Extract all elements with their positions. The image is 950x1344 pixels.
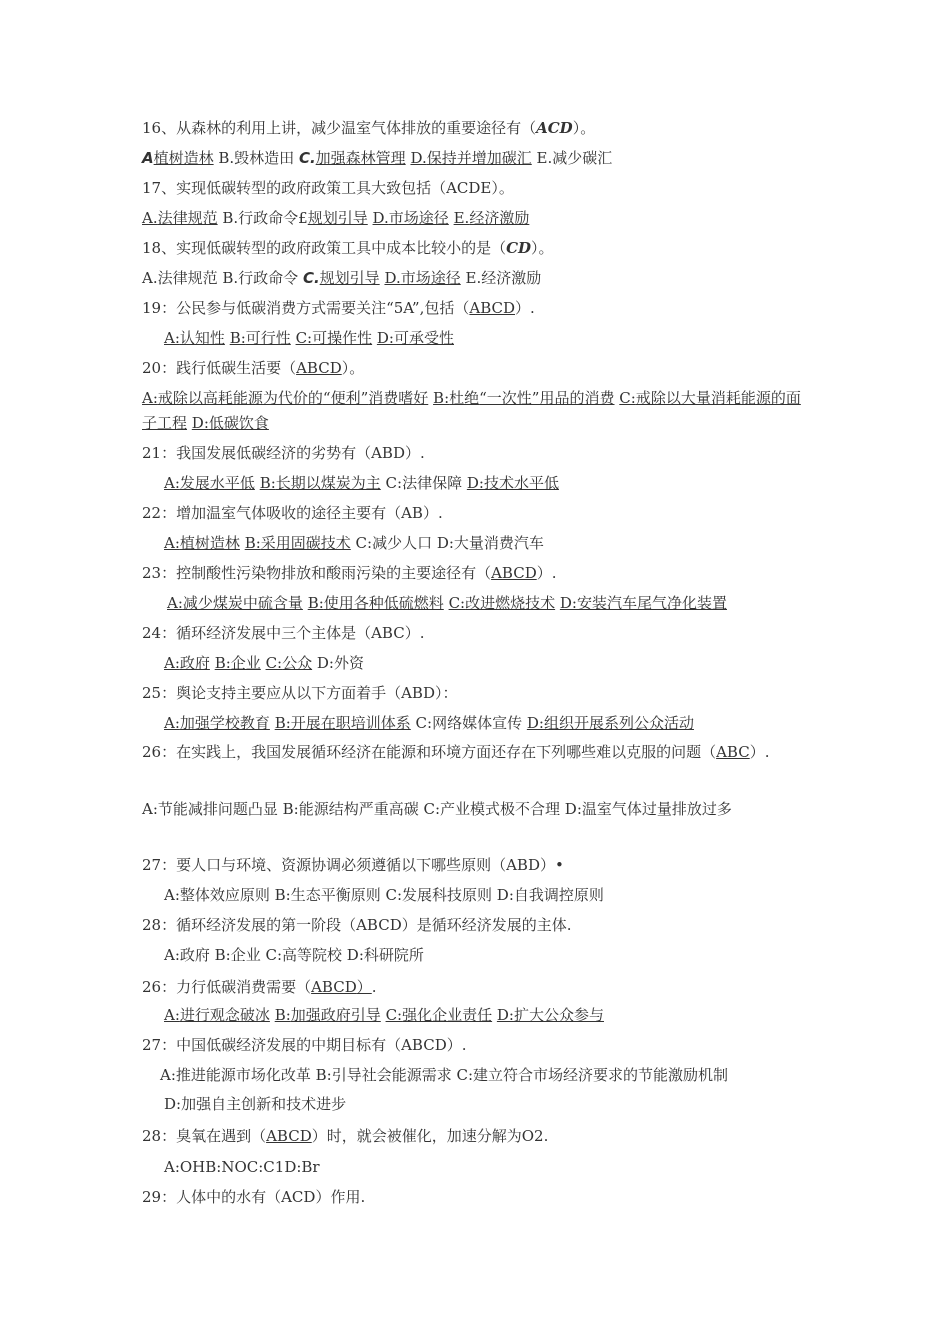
text-run: C: xyxy=(265,654,283,672)
text-run: 加强学校教育 xyxy=(179,714,270,732)
text-run: CD xyxy=(506,239,532,257)
line-q19 xyxy=(142,298,812,318)
text-run: B.行政命令£ xyxy=(217,209,308,227)
text-run: 26：力行低碳消费需要（ xyxy=(142,978,312,996)
line-q25-options xyxy=(142,713,834,733)
text-run: 杜绝 xyxy=(449,389,480,407)
line-q18 xyxy=(142,238,812,258)
text-run: A. xyxy=(142,209,158,227)
line-q28b xyxy=(142,1126,812,1146)
text-run: ）作用. xyxy=(315,1188,366,1206)
text-run: D: xyxy=(466,474,484,492)
line-q21-options xyxy=(142,473,834,493)
text-run: E. xyxy=(453,209,470,227)
text-run: . xyxy=(371,978,377,996)
line-q28a-options xyxy=(142,945,834,965)
text-run: ）时，就会被催化，加速分解为O2. xyxy=(311,1127,549,1145)
text-run: 市场途径 xyxy=(388,209,449,227)
text-run: 27：中国低碳经济发展的中期目标有（ABCD）. xyxy=(142,1036,467,1054)
text-run: C: xyxy=(385,1006,403,1024)
text-run: 技术水平低 xyxy=(483,474,559,492)
text-run: C:法律保障 xyxy=(380,474,467,492)
line-q28b-options xyxy=(142,1157,834,1177)
text-run: A:OHB:NOC:C1D:Br xyxy=(164,1158,320,1176)
line-q23 xyxy=(142,563,812,583)
text-run: ）。 xyxy=(531,239,554,257)
text-run: 加强森林管理 xyxy=(315,149,406,167)
text-run: ）。 xyxy=(572,119,596,137)
text-run: A.法律规范 B.行政命令 xyxy=(142,269,303,287)
line-q24-options xyxy=(142,653,834,673)
text-run: B: xyxy=(433,389,450,407)
line-q27a-options xyxy=(142,885,834,905)
text-run: ABC xyxy=(716,743,750,761)
text-run: B: xyxy=(307,594,324,612)
text-run: A: xyxy=(164,329,180,347)
text-run: 25：舆论支持主要应从以下方面着手（ABD）： xyxy=(142,684,458,702)
text-run: 植树造林 xyxy=(153,149,214,167)
text-run: 可操作性 xyxy=(312,329,373,347)
text-run: 采用固碳技术 xyxy=(260,534,351,552)
text-run: E.经济激励 xyxy=(460,269,542,287)
text-run: A:节能减排问题凸显 B:能源结构严重高碳 C:产业模式极不合理 D:温室气体过量排放过多 xyxy=(142,800,732,818)
text-run: C. xyxy=(298,149,316,167)
text-run: ） xyxy=(356,978,372,996)
text-run: 28：臭氧在遇到（ xyxy=(142,1127,267,1145)
text-run: 23：控制酸性污染物排放和酸雨污染的主要途径有（ xyxy=(142,564,492,582)
text-run: 开展在职培训体系 xyxy=(290,714,411,732)
text-run: B: xyxy=(244,534,261,552)
text-run: ）. xyxy=(749,743,770,761)
text-run: 发展水平低 xyxy=(179,474,255,492)
text-run: ）. xyxy=(515,299,535,317)
text-run: 保持并增加碳汇 xyxy=(426,149,532,167)
text-run: 27：要人口与环境、资源协调必须遵循以下哪些原则（ xyxy=(142,856,507,874)
text-run: 规划引导 xyxy=(319,269,380,287)
text-run: 法律规范 xyxy=(157,209,218,227)
text-run: 16、从森林的利用上讲，减少温室气体排放的重要途径有（ xyxy=(142,119,537,137)
text-run: ）. xyxy=(536,564,557,582)
line-q25 xyxy=(142,683,812,703)
text-run: ABCD xyxy=(296,359,342,377)
text-run: A: xyxy=(164,474,180,492)
text-run: 改进燃烧技术 xyxy=(465,594,556,612)
text-run: B.毁林造田 xyxy=(213,149,299,167)
text-run: ABCD xyxy=(266,1127,312,1145)
text-run: ABD xyxy=(371,444,405,462)
line-q18-options xyxy=(142,268,812,288)
line-q22 xyxy=(142,503,812,523)
text-run: 用品的消费 xyxy=(539,389,615,407)
text-run: 扩大公众参与 xyxy=(513,1006,604,1024)
text-run: ACD xyxy=(281,1188,316,1206)
text-run: 植树造林 xyxy=(179,534,240,552)
text-run: A:推进能源市场化改革 B:引导社会能源需求 C:建立符合市场经济要求的节能激励机制 xyxy=(160,1066,729,1084)
line-q20 xyxy=(142,358,812,378)
text-run: ABD xyxy=(506,856,540,874)
text-run: ）. xyxy=(422,504,443,522)
text-run: 组织开展系列公众活动 xyxy=(543,714,694,732)
line-q26b-options xyxy=(142,1005,834,1025)
text-run: 低碳饮食 xyxy=(208,414,269,432)
text-run: 长期以煤炭为主 xyxy=(275,474,381,492)
text-run: 20：践行低碳生活要（ xyxy=(142,359,297,377)
text-run: 可行性 xyxy=(245,329,291,347)
text-run: 市场途径 xyxy=(400,269,461,287)
text-run: A: xyxy=(167,594,183,612)
line-q27b-options-cont xyxy=(142,1094,834,1114)
text-run: 强化企业责任 xyxy=(402,1006,493,1024)
text-run: 26：在实践上，我国发展循环经济在能源和环境方面还存在下列哪些难以克服的问题（ xyxy=(142,743,717,761)
text-run: ACD xyxy=(536,119,573,137)
text-run: 戒除以大量消耗能源的面子工程 xyxy=(142,389,801,432)
line-q26a xyxy=(142,740,812,765)
text-run: 21：我国发展低碳经济的劣势有（ xyxy=(142,444,372,462)
line-q16 xyxy=(142,118,812,138)
line-q24 xyxy=(142,623,812,643)
text-run: D: xyxy=(526,714,544,732)
text-run: 企业 xyxy=(230,654,261,672)
text-run: 19：公民参与低碳消费方式需要关注“5A”,包括（ xyxy=(142,299,470,317)
text-run: 使用各种低硫燃料 xyxy=(323,594,444,612)
text-run: B: xyxy=(259,474,276,492)
text-run: 18、实现低碳转型的政府政策工具中成本比较小的是（ xyxy=(142,239,507,257)
text-run: B: xyxy=(274,1006,291,1024)
text-run: A: xyxy=(142,389,158,407)
text-run: A: xyxy=(164,534,180,552)
line-q28a xyxy=(142,915,812,935)
text-run: AB xyxy=(401,504,423,522)
text-run: ）. xyxy=(404,624,425,642)
text-run: D. xyxy=(372,209,389,227)
text-run: ABCD xyxy=(491,564,537,582)
text-run: 消费嗜好 xyxy=(368,389,429,407)
text-run: 规划引导 xyxy=(307,209,368,227)
text-run: A: xyxy=(164,1006,180,1024)
text-run: E.减少碳汇 xyxy=(531,149,613,167)
line-q27a xyxy=(142,855,812,875)
text-run: B: xyxy=(274,714,291,732)
text-run: A: xyxy=(164,714,180,732)
text-run: D. xyxy=(410,149,427,167)
text-run: 政府 xyxy=(179,654,210,672)
text-run: A:整体效应原则 B:生态平衡原则 C:发展科技原则 D:自我调控原则 xyxy=(164,886,604,904)
text-run: 进行观念破冰 xyxy=(179,1006,270,1024)
line-q17 xyxy=(142,178,812,198)
text-run: 28：循环经济发展的第一阶段（ABCD）是循环经济发展的主体. xyxy=(142,916,572,934)
text-run: D:加强自主创新和技术进步 xyxy=(164,1095,347,1113)
line-q23-options xyxy=(142,593,837,613)
line-q17-options xyxy=(142,208,812,228)
text-run: ABC xyxy=(371,624,405,642)
text-run: 经济激励 xyxy=(469,209,530,227)
text-run: “便利” xyxy=(322,389,369,407)
text-run: 可承受性 xyxy=(393,329,454,347)
text-run: 22：增加温室气体吸收的途径主要有（ xyxy=(142,504,402,522)
line-q26b xyxy=(142,977,812,997)
text-run: 公众 xyxy=(282,654,313,672)
text-run: 29：人体中的水有（ xyxy=(142,1188,282,1206)
line-q19-options xyxy=(142,328,834,348)
line-q21 xyxy=(142,443,812,463)
text-run: D: xyxy=(376,329,394,347)
text-run: C:网络媒体宣传 xyxy=(410,714,527,732)
text-run: 安装汽车尾气净化装置 xyxy=(576,594,727,612)
line-q26a-options xyxy=(142,797,812,822)
text-run: A: xyxy=(164,654,180,672)
line-q29 xyxy=(142,1187,812,1207)
text-run: D: xyxy=(496,1006,514,1024)
text-run: D:外资 xyxy=(312,654,364,672)
text-run: D. xyxy=(384,269,401,287)
text-run: ABCD xyxy=(469,299,516,317)
line-q22-options xyxy=(142,533,834,553)
text-run: ）. xyxy=(404,444,425,462)
text-run: 戒除以高耗能源为代价的 xyxy=(157,389,323,407)
line-q20-options xyxy=(142,386,812,436)
text-run: 认知性 xyxy=(179,329,225,347)
text-run: D: xyxy=(191,414,209,432)
text-run: B: xyxy=(229,329,246,347)
text-run: A xyxy=(142,149,154,167)
text-run: C:减少人口 D:大量消费汽车 xyxy=(350,534,544,552)
line-q27b-options xyxy=(142,1065,830,1085)
text-run: “一次性” xyxy=(479,389,540,407)
text-run: C: xyxy=(448,594,466,612)
text-run: 24：循环经济发展中三个主体是（ xyxy=(142,624,372,642)
text-run: B: xyxy=(214,654,231,672)
text-run: ）。 xyxy=(341,359,365,377)
text-run: A:政府 B:企业 C:高等院校 D:科研院所 xyxy=(164,946,424,964)
text-run: 17、实现低碳转型的政府政策工具大致包括（ACDE）。 xyxy=(142,179,514,197)
text-run: C: xyxy=(619,389,636,407)
text-run: 减少煤炭中硫含量 xyxy=(182,594,303,612)
text-run: D: xyxy=(559,594,577,612)
text-run: C. xyxy=(302,269,320,287)
line-q27b xyxy=(142,1035,812,1055)
line-q16-options xyxy=(142,148,812,168)
text-run: ）• xyxy=(539,856,564,874)
text-run: 加强政府引导 xyxy=(290,1006,381,1024)
text-run: C: xyxy=(295,329,313,347)
text-run: ABCD xyxy=(311,978,357,996)
